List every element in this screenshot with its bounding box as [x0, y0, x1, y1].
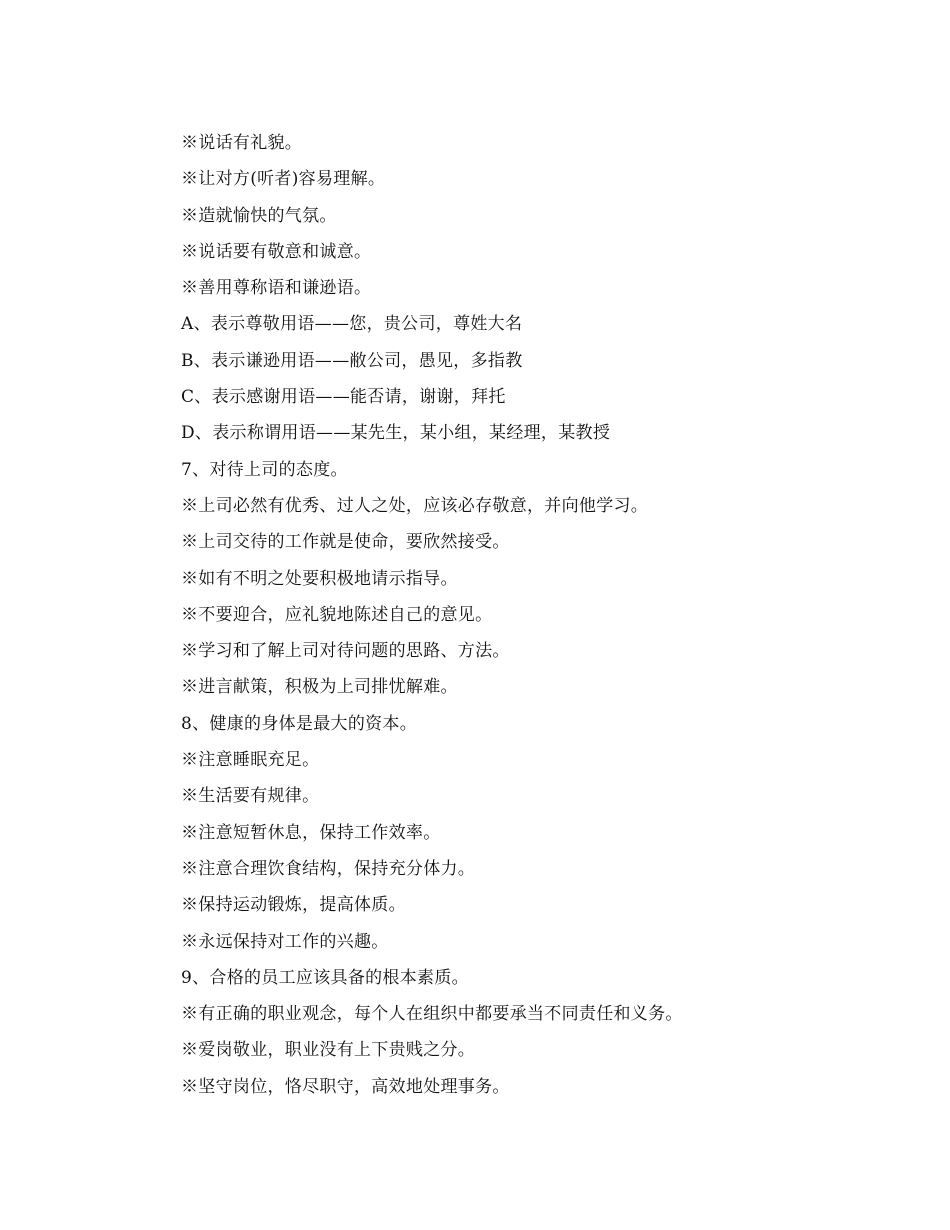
text-line: ※坚守岗位，恪尽职守，高效地处理事务。 — [181, 1076, 510, 1097]
text-line: ※进言献策，积极为上司排忧解难。 — [181, 677, 458, 698]
text-line: ※注意睡眠充足。 — [181, 750, 320, 771]
text-line: D、表示称谓用语——某先生，某小组，某经理，某教授 — [181, 423, 611, 444]
text-line: ※上司必然有优秀、过人之处，应该必存敬意，并向他学习。 — [181, 495, 649, 516]
text-line: B、表示谦逊用语——敝公司，愚见，多指教 — [181, 350, 523, 371]
text-line: ※爱岗敬业，职业没有上下贵贱之分。 — [181, 1040, 476, 1061]
text-line: C、表示感谢用语——能否请，谢谢，拜托 — [181, 387, 506, 408]
text-line: ※善用尊称语和谦逊语。 — [181, 278, 372, 299]
document-body — [181, 128, 901, 1108]
text-line: ※说话要有敬意和诚意。 — [181, 241, 372, 262]
text-line: ※上司交待的工作就是使命，要欣然接受。 — [181, 532, 510, 553]
text-line: ※学习和了解上司对待问题的思路、方法。 — [181, 641, 510, 662]
text-line: A、表示尊敬用语——您，贵公司，尊姓大名 — [181, 314, 523, 335]
text-line: ※说话有礼貌。 — [181, 133, 303, 153]
text-line: ※注意短暂休息，保持工作效率。 — [181, 822, 441, 843]
text-line: ※注意合理饮食结构，保持充分体力。 — [181, 858, 476, 879]
text-line: ※永远保持对工作的兴趣。 — [181, 931, 389, 952]
text-line: ※保持运动锻炼，提高体质。 — [181, 895, 406, 916]
section-heading: 8、健康的身体是最大的资本。 — [181, 713, 418, 734]
text-line: ※生活要有规律。 — [181, 786, 320, 807]
text-line: ※有正确的职业观念，每个人在组织中都要承当不同责任和义务。 — [181, 1004, 683, 1025]
section-heading: 9、合格的员工应该具备的根本素质。 — [181, 967, 469, 988]
text-line: ※如有不明之处要积极地请示指导。 — [181, 568, 458, 589]
section-heading: 7、对待上司的态度。 — [181, 459, 348, 480]
text-line: ※不要迎合，应礼貌地陈述自己的意见。 — [181, 604, 493, 625]
text-line: ※造就愉快的气氛。 — [181, 205, 337, 226]
text-line: ※让对方(听者)容易理解。 — [181, 169, 386, 190]
